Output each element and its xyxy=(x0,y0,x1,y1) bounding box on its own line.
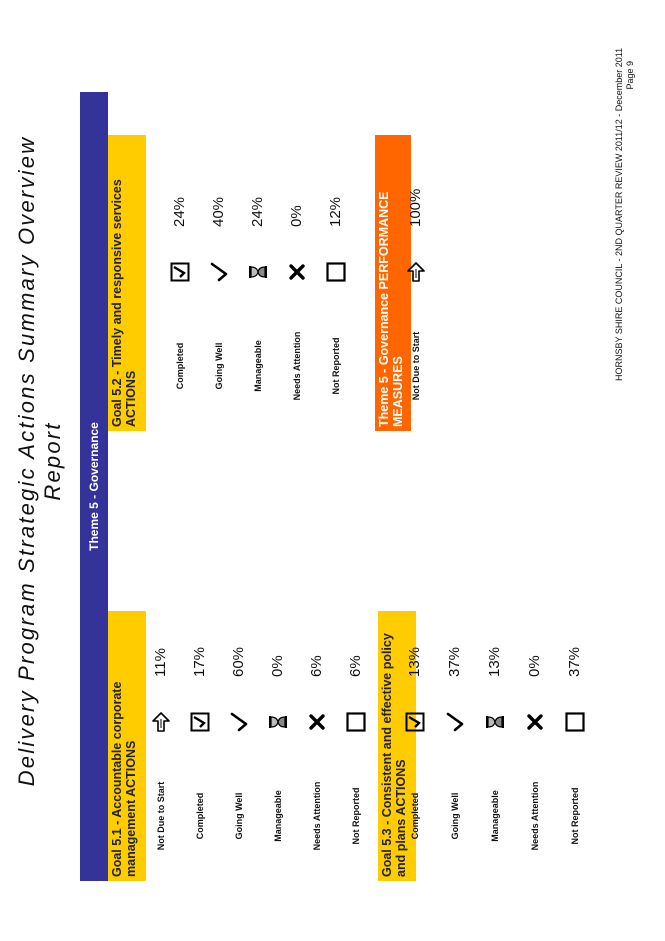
arrow-outline-icon xyxy=(405,261,427,283)
goal-panel-5-2 xyxy=(108,71,348,431)
goal-header: Goal 5.2 - Timely and responsive services ACTIONS xyxy=(108,135,146,431)
status-label: Not Reported xyxy=(351,787,361,845)
status-percent: 24% xyxy=(171,196,188,227)
checked-box-icon xyxy=(169,261,191,283)
report-title: Delivery Program Strategic Actions Summary Overview Report xyxy=(14,135,65,787)
status-percent: 6% xyxy=(308,655,325,677)
status-percent: 13% xyxy=(486,646,503,677)
checked-box-icon xyxy=(404,711,426,733)
hourglass-icon xyxy=(484,711,506,733)
arrow-outline-icon xyxy=(150,711,172,733)
goal-panel-5-1 xyxy=(108,521,378,881)
status-percent: 0% xyxy=(269,655,286,677)
empty-box-icon xyxy=(325,261,347,283)
status-label: Completed xyxy=(195,792,205,840)
tick-icon xyxy=(208,261,230,283)
status-label: Going Well xyxy=(214,342,224,390)
status-percent: 37% xyxy=(566,646,583,677)
goal-panel-5-3 xyxy=(378,521,608,881)
performance-measures-panel xyxy=(375,71,455,431)
footer-line-2: Page 9 xyxy=(625,61,635,90)
page-footer xyxy=(614,47,636,381)
status-label: Manageable xyxy=(490,790,500,842)
goal-header: Goal 5.1 - Accountable corporate management ACTIONS xyxy=(108,611,146,881)
status-label: Not Due to Start xyxy=(411,331,421,401)
empty-box-icon xyxy=(564,711,586,733)
status-percent: 11% xyxy=(152,648,169,677)
status-label: Not Reported xyxy=(570,787,580,845)
status-percent: 37% xyxy=(446,646,463,677)
status-percent: 24% xyxy=(249,196,266,227)
status-label: Needs Attention xyxy=(292,331,302,401)
status-label: Not Reported xyxy=(331,337,341,395)
empty-box-icon xyxy=(345,711,367,733)
cross-icon xyxy=(306,711,328,733)
performance-header: Theme 5 - Governance PERFORMANCE MEASURES xyxy=(375,135,411,431)
status-label: Completed xyxy=(410,792,420,840)
checked-box-icon xyxy=(189,711,211,733)
status-label: Needs Attention xyxy=(312,781,322,851)
status-percent: 60% xyxy=(230,646,247,677)
theme-header-bar: Theme 5 - Governance xyxy=(80,92,108,881)
cross-icon xyxy=(524,711,546,733)
tick-icon xyxy=(444,711,466,733)
status-percent: 40% xyxy=(210,196,227,227)
status-percent: 100% xyxy=(407,188,424,227)
hourglass-icon xyxy=(247,261,269,283)
status-percent: 13% xyxy=(406,646,423,677)
status-label: Going Well xyxy=(450,792,460,840)
status-label: Completed xyxy=(175,342,185,390)
status-label: Needs Attention xyxy=(530,781,540,851)
status-percent: 12% xyxy=(327,196,344,227)
status-label: Not Due to Start xyxy=(156,781,166,851)
status-label: Manageable xyxy=(253,340,263,392)
status-label: Going Well xyxy=(234,792,244,840)
footer-line-1: HORNSBY SHIRE COUNCIL - 2ND QUARTER REVIEW 2011/12 - December 2011 xyxy=(614,47,624,381)
status-percent: 0% xyxy=(526,655,543,677)
status-percent: 6% xyxy=(347,655,364,677)
status-percent: 17% xyxy=(191,646,208,677)
status-label: Manageable xyxy=(273,790,283,842)
hourglass-icon xyxy=(267,711,289,733)
status-percent: 0% xyxy=(288,205,305,227)
cross-icon xyxy=(286,261,308,283)
tick-icon xyxy=(228,711,250,733)
goal-header: Goal 5.3 - Consistent and effective policy and plans ACTIONS xyxy=(378,611,416,881)
